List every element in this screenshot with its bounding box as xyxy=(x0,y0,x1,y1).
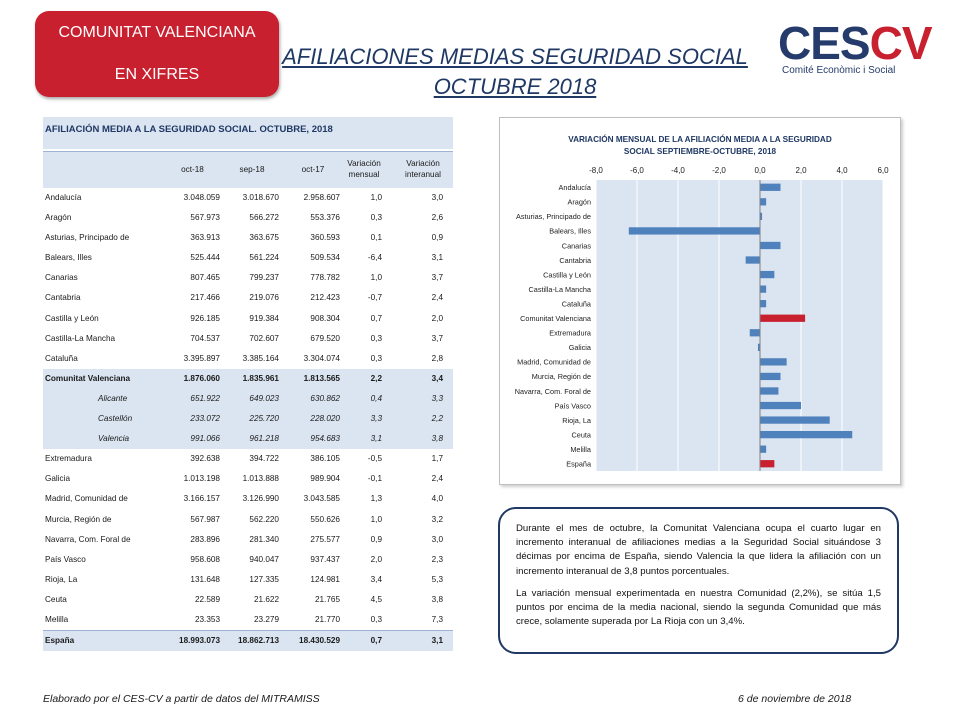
row-cell: 3,3 xyxy=(370,414,382,424)
row-cell: 217.466 xyxy=(190,293,220,303)
bar xyxy=(760,431,852,438)
row-cell: 0,9 xyxy=(431,233,443,243)
chart-title-line2: SOCIAL SEPTIEMBRE-OCTUBRE, 2018 xyxy=(623,147,777,156)
bar xyxy=(760,315,805,322)
row-cell: 0,7 xyxy=(370,636,382,646)
ces-cv-logo xyxy=(778,17,932,84)
row-name: Melilla xyxy=(45,614,69,624)
row-cell: 22.589 xyxy=(194,594,220,604)
row-cell: -0,5 xyxy=(367,454,382,464)
row-name: Comunitat Valenciana xyxy=(45,373,131,383)
row-cell: 2,6 xyxy=(431,213,443,223)
table-row xyxy=(43,590,453,610)
table-row xyxy=(43,329,453,349)
row-cell: 3,8 xyxy=(431,594,443,604)
row-cell: 937.437 xyxy=(310,554,340,564)
row-cell: 283.896 xyxy=(190,534,220,544)
commentary-p2: La variación mensual experimentada en nuestra Comunidad (2,2%), se sitúa 1,5 puntos por encima de la media nacional, siendo la segunda Comunidad que más crece, solamente superada por La Rioja con un 3,4%. xyxy=(516,587,881,628)
row-cell: 3.385.164 xyxy=(242,353,279,363)
row-cell: 3,7 xyxy=(431,333,443,343)
table-row xyxy=(43,630,453,651)
row-cell: 562.220 xyxy=(249,514,279,524)
table-row xyxy=(43,489,453,509)
row-name: País Vasco xyxy=(45,554,86,564)
logo-cv: CV xyxy=(869,17,932,69)
row-cell: 1.013.198 xyxy=(183,474,220,484)
row-cell: 21.765 xyxy=(314,594,340,604)
row-name: España xyxy=(45,636,75,646)
category-label: Murcia, Región de xyxy=(531,372,591,382)
row-cell: 807.465 xyxy=(190,273,220,283)
row-cell: 3,0 xyxy=(431,534,443,544)
category-label: España xyxy=(566,459,591,469)
row-cell: 704.537 xyxy=(190,333,220,343)
row-cell: 2,3 xyxy=(431,554,443,564)
category-label: Madrid, Comunidad de xyxy=(517,357,591,367)
row-name: Castellón xyxy=(98,414,133,424)
row-cell: 4,0 xyxy=(431,494,443,504)
table-header xyxy=(43,151,453,188)
row-cell: -6,4 xyxy=(367,253,382,263)
bar xyxy=(746,256,760,263)
row-name: Galicia xyxy=(45,474,71,484)
bar xyxy=(760,198,766,205)
row-cell: 1,0 xyxy=(370,514,382,524)
row-cell: 3,4 xyxy=(370,574,382,584)
row-name: Valencia xyxy=(98,434,130,444)
row-cell: 961.218 xyxy=(249,434,279,444)
row-name: Ceuta xyxy=(45,594,67,604)
row-cell: 567.973 xyxy=(190,213,220,223)
row-cell: 1.813.565 xyxy=(303,373,340,383)
table-row xyxy=(43,449,453,469)
row-cell: 127.335 xyxy=(249,574,279,584)
category-label: Ceuta xyxy=(571,430,591,440)
col-var-mensual: Variación mensual xyxy=(347,159,381,179)
row-cell: 21.770 xyxy=(314,614,340,624)
x-tick-label: 2,0 xyxy=(795,166,807,175)
row-name: Murcia, Región de xyxy=(45,514,112,524)
chart-panel xyxy=(499,117,901,485)
row-cell: 3.048.059 xyxy=(183,193,220,202)
plot-area xyxy=(596,180,883,471)
row-cell: 940.047 xyxy=(249,554,279,564)
row-cell: 363.913 xyxy=(190,233,220,243)
row-name: Aragón xyxy=(45,213,72,223)
col-oct17: oct-17 xyxy=(301,165,325,174)
table-row xyxy=(43,429,453,449)
bar xyxy=(750,329,760,336)
row-cell: 3.018.670 xyxy=(242,193,279,202)
row-cell: 392.638 xyxy=(190,454,220,464)
category-label: Galicia xyxy=(568,343,591,353)
category-label: Rioja, La xyxy=(562,415,591,425)
table-row xyxy=(43,309,453,329)
category-label: Andalucía xyxy=(558,183,591,193)
category-label: Balears, Illes xyxy=(549,226,591,236)
row-cell: 1,7 xyxy=(431,454,443,464)
x-tick-label: -4,0 xyxy=(671,166,685,175)
row-cell: 3.166.157 xyxy=(183,494,220,504)
row-cell: 233.072 xyxy=(190,414,220,424)
category-label: Extremadura xyxy=(549,328,591,338)
commentary-p1: Durante el mes de octubre, la Comunitat Valenciana ocupa el cuarto lugar en incremento interanual de afiliaciones medias a la Seguridad Social situándose 3 décimas por encima de España, siendo Valencia la que lidera la afiliación con un incremento interanual de 3,8 puntos porcentuales. xyxy=(516,523,881,577)
row-cell: 3,8 xyxy=(431,434,443,444)
table-row xyxy=(43,208,453,228)
chart-title-line1: VARIACIÓN MENSUAL DE LA AFILIACIÓN MEDIA A LA SEGURIDAD xyxy=(568,135,832,144)
row-cell: 919.384 xyxy=(249,313,279,323)
badge-line1: COMUNITAT VALENCIANA xyxy=(58,24,256,41)
row-cell: 23.353 xyxy=(194,614,220,624)
row-cell: 275.577 xyxy=(310,534,340,544)
x-tick-label: 4,0 xyxy=(836,166,848,175)
row-cell: 908.304 xyxy=(310,313,340,323)
row-cell: 2,2 xyxy=(431,414,443,424)
bar xyxy=(629,227,760,234)
row-cell: 3,3 xyxy=(431,393,443,403)
x-tick-label: -6,0 xyxy=(630,166,644,175)
x-tick-label: -8,0 xyxy=(589,166,603,175)
row-cell: 228.020 xyxy=(310,414,340,424)
row-name: Canarias xyxy=(45,273,78,283)
row-name: Balears, Illes xyxy=(45,253,92,263)
row-cell: 3.043.585 xyxy=(303,494,340,504)
row-cell: 212.423 xyxy=(310,293,340,303)
x-tick-label: -2,0 xyxy=(712,166,726,175)
category-label: Canarias xyxy=(561,241,591,251)
row-cell: 386.105 xyxy=(310,454,340,464)
badge-line2: EN XIFRES xyxy=(114,66,200,83)
row-cell: -0,7 xyxy=(367,293,382,303)
row-cell: 1,0 xyxy=(370,273,382,283)
bar xyxy=(760,358,787,365)
row-cell: 3,0 xyxy=(431,193,443,202)
category-label: Castilla y León xyxy=(543,270,591,280)
row-name: Rioja, La xyxy=(45,574,78,584)
row-cell: 0,3 xyxy=(370,353,382,363)
row-name: Navarra, Com. Foral de xyxy=(45,534,131,544)
row-cell: 360.593 xyxy=(310,233,340,243)
table-row xyxy=(43,188,453,208)
row-cell: 3.126.990 xyxy=(242,494,279,504)
logo-ces: CES xyxy=(778,17,870,69)
row-cell: 3.395.897 xyxy=(183,353,220,363)
table-row xyxy=(43,248,453,268)
row-name: Castilla y León xyxy=(45,313,99,323)
row-cell: 630.862 xyxy=(310,393,340,403)
table-row xyxy=(43,570,453,590)
row-cell: 0,4 xyxy=(370,393,382,403)
bar xyxy=(760,402,801,409)
table-row xyxy=(43,550,453,570)
row-cell: 3,1 xyxy=(431,636,443,646)
row-cell: 131.648 xyxy=(190,574,220,584)
row-cell: 3,2 xyxy=(431,514,443,524)
bar xyxy=(760,416,830,423)
row-cell: 5,3 xyxy=(431,574,443,584)
row-cell: 7,3 xyxy=(431,614,443,624)
region-badge xyxy=(35,11,279,97)
row-cell: 567.987 xyxy=(190,514,220,524)
row-cell: 2,0 xyxy=(431,313,443,323)
bar xyxy=(760,285,766,292)
row-cell: 0,3 xyxy=(370,333,382,343)
table-row xyxy=(43,409,453,429)
table-row xyxy=(43,349,453,369)
row-cell: 649.023 xyxy=(249,393,279,403)
row-cell: 509.534 xyxy=(310,253,340,263)
source-note: Elaborado por el CES-CV a partir de datos del MITRAMISS xyxy=(43,693,320,705)
table-row xyxy=(43,610,453,630)
row-cell: 0,7 xyxy=(370,313,382,323)
row-cell: 2.958.607 xyxy=(303,193,340,202)
row-cell: 281.340 xyxy=(249,534,279,544)
row-cell: 926.185 xyxy=(190,313,220,323)
row-cell: 124.981 xyxy=(310,574,340,584)
table-title: AFILIACIÓN MEDIA A LA SEGURIDAD SOCIAL. OCTUBRE, 2018 xyxy=(43,117,453,151)
table-row xyxy=(43,530,453,550)
row-cell: 2,8 xyxy=(431,353,443,363)
col-oct18: oct-18 xyxy=(181,165,204,174)
row-cell: 0,1 xyxy=(370,233,382,243)
commentary-box xyxy=(498,507,899,654)
row-name: Asturias, Principado de xyxy=(45,233,130,243)
row-cell: 3,1 xyxy=(370,434,382,444)
affiliation-table xyxy=(43,117,453,651)
col-sep18: sep-18 xyxy=(239,165,265,174)
category-label: Melilla xyxy=(570,444,591,454)
row-cell: -0,1 xyxy=(367,474,382,484)
table-row xyxy=(43,469,453,489)
row-cell: 4,5 xyxy=(370,594,382,604)
logo-subtitle: Comité Econòmic i Social xyxy=(782,65,896,76)
title-line1: AFILIACIONES MEDIAS SEGURIDAD SOCIAL xyxy=(282,44,748,69)
bar xyxy=(760,271,774,278)
row-cell: 18.993.073 xyxy=(179,636,220,646)
table-row xyxy=(43,510,453,530)
row-cell: 219.076 xyxy=(249,293,279,303)
table-row xyxy=(43,369,453,389)
category-label: Asturias, Principado de xyxy=(515,212,591,222)
row-cell: 2,4 xyxy=(431,293,443,303)
x-tick-label: 6,0 xyxy=(877,166,889,175)
table-row xyxy=(43,288,453,308)
category-label: Comunitat Valenciana xyxy=(520,314,591,324)
row-name: Cantabria xyxy=(45,293,81,303)
table-body xyxy=(43,188,453,651)
bar xyxy=(760,184,781,191)
row-cell: 566.272 xyxy=(249,213,279,223)
row-cell: 225.720 xyxy=(249,414,279,424)
category-label: Cataluña xyxy=(561,299,591,309)
row-cell: 2,2 xyxy=(370,373,382,383)
bar xyxy=(760,373,781,380)
row-name: Madrid, Comunidad de xyxy=(45,494,128,504)
row-cell: 18.430.529 xyxy=(299,636,340,646)
category-label: Navarra, Com. Foral de xyxy=(514,386,591,396)
row-cell: 3,7 xyxy=(431,273,443,283)
row-cell: 958.608 xyxy=(190,554,220,564)
row-cell: 1.835.961 xyxy=(242,373,279,383)
table-row xyxy=(43,228,453,248)
bar xyxy=(760,387,778,394)
row-cell: 3,1 xyxy=(431,253,443,263)
row-cell: 1,0 xyxy=(370,193,382,202)
row-cell: 3.304.074 xyxy=(303,353,340,363)
row-cell: 550.626 xyxy=(310,514,340,524)
row-cell: 991.066 xyxy=(190,434,220,444)
row-cell: 702.607 xyxy=(249,333,279,343)
row-name: Andalucía xyxy=(45,193,82,202)
x-tick-label: 0,0 xyxy=(754,166,766,175)
row-cell: 553.376 xyxy=(310,213,340,223)
page-title xyxy=(270,42,760,102)
row-cell: 1,3 xyxy=(370,494,382,504)
date-note: 6 de noviembre de 2018 xyxy=(738,693,852,705)
category-label: Cantabria xyxy=(559,255,591,265)
category-label: Aragón xyxy=(567,197,591,207)
row-cell: 778.782 xyxy=(310,273,340,283)
row-cell: 799.237 xyxy=(249,273,279,283)
row-cell: 679.520 xyxy=(310,333,340,343)
col-var-interanual: Variación interanual xyxy=(405,159,441,179)
row-cell: 21.622 xyxy=(253,594,279,604)
row-name: Cataluña xyxy=(45,353,78,363)
row-name: Alicante xyxy=(98,393,128,403)
row-cell: 1.876.060 xyxy=(183,373,220,383)
row-name: Castilla-La Mancha xyxy=(45,333,116,343)
bar xyxy=(760,446,766,453)
row-cell: 0,3 xyxy=(370,213,382,223)
category-label: Castilla-La Mancha xyxy=(528,284,591,294)
title-line2: OCTUBRE 2018 xyxy=(433,74,597,99)
row-cell: 394.722 xyxy=(249,454,279,464)
bar xyxy=(760,460,774,467)
bar-chart xyxy=(500,118,900,484)
row-cell: 2,0 xyxy=(370,554,382,564)
row-cell: 954.683 xyxy=(310,434,340,444)
row-cell: 0,9 xyxy=(370,534,382,544)
row-cell: 525.444 xyxy=(190,253,220,263)
row-cell: 2,4 xyxy=(431,474,443,484)
row-cell: 0,3 xyxy=(370,614,382,624)
row-cell: 561.224 xyxy=(249,253,279,263)
logo-wordmark xyxy=(778,18,932,68)
table-row xyxy=(43,268,453,288)
row-cell: 23.279 xyxy=(253,614,279,624)
bar xyxy=(760,242,781,249)
row-cell: 651.922 xyxy=(190,393,220,403)
bar xyxy=(760,300,766,307)
row-cell: 1.013.888 xyxy=(242,474,279,484)
row-cell: 363.675 xyxy=(249,233,279,243)
row-cell: 18.862.713 xyxy=(238,636,279,646)
table-row xyxy=(43,389,453,409)
row-name: Extremadura xyxy=(45,454,92,464)
category-label: País Vasco xyxy=(554,401,591,411)
row-cell: 989.904 xyxy=(310,474,340,484)
row-cell: 3,4 xyxy=(431,373,443,383)
